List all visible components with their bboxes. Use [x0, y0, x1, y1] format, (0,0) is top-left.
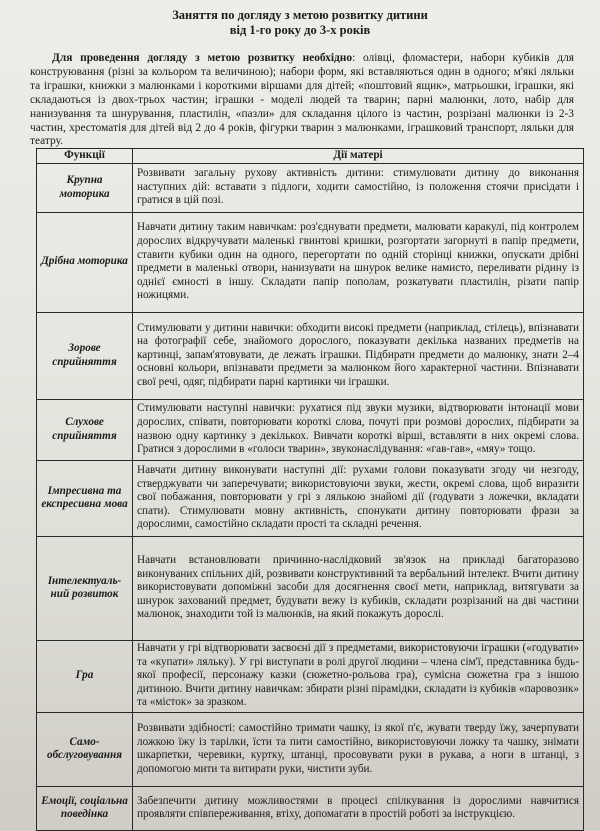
row-actions: Розвивати загальну рухову активність дитини: стимулювати дитину до виконання наступних дій: вставати з підлоги, ходити самостійно, із положення стоячи присідати і гратися в цій позі.: [133, 163, 584, 212]
table-header-row: [37, 149, 584, 164]
row-actions: Навчати у грі відтворювати засвоєні дії з предметами, використовуючи іграшки («годувати» та «купати» ляльку). У грі виступати в ролі другої людини – члена сім'ї, представника будь-якої професії, персонажу казки (сюжетно-рольова гра), сумісна сюжетна гра з іншою дитиною. Вчити дитину навичкам: збирати різні пірамідки, складати із кубиків «паровозик» та «місток» за зразком.: [133, 640, 584, 712]
header-functions: Функції: [37, 149, 133, 164]
row-actions: Розвивати здібності: самостійно тримати чашку, із якої п'є, жувати тверду їжу, зачерпувати ложкою їжу із тарілки, їсти та пити самостійно, використовуючи ложку та чашку, знімати шкарпетки, черевики, куртку, штанці, просовувати руки в рукава, а ноги в штанці, з допомогою мити та витирати руки, чистити зуби.: [133, 712, 584, 786]
table-row: [37, 640, 584, 712]
row-actions: Забезпечити дитину можливостями в процесі спілкування із дорослими навчитися проявляти співпереживання, втіху, допомагати в простій роботі за інструкцією.: [133, 786, 584, 830]
table-row: [37, 460, 584, 536]
row-function: Гра: [37, 640, 133, 712]
row-actions: Стимулювати у дитини навички: обходити високі предмети (наприклад, стілець), впізнавати на фотографії себе, знайомого дорослого, показувати декілька названих предметів на картинці, запам'ятовувати, де лежать іграшки. Підбирати предмети до малюнку, знати 2–4 основні кольори, впізнавати предмети за малюнком його характерної частини. Впізнавати свої речі, одяг, підбирати парні картинки чи іграшки.: [133, 312, 584, 399]
title-line-1: Заняття по догляду з метою розвитку дитини: [172, 8, 428, 22]
row-function: Само-обслуговування: [37, 712, 133, 786]
row-function: Зорове сприйняття: [37, 312, 133, 399]
row-function: Крупна моторика: [37, 163, 133, 212]
row-actions: Навчати встановлювати причинно-наслідковий зв'язок на прикладі багаторазово виконуваних спільних дій, розвивати конструктивний та вербальний інтелект. Вчити дитину використовувати допоміжні засоби для досягнення своєї мети, наприклад, витягувати за шнурок захований предмет, будувати вежу із кубиків, складати розрізаний на дві частини малюнок, знаходити той із малюнків, на який покажуть дорослі.: [133, 536, 584, 640]
row-function: Інтелектуаль-ний розвиток: [37, 536, 133, 640]
page-title: [30, 8, 570, 38]
development-table: [36, 148, 584, 831]
row-function: Дрібна моторика: [37, 212, 133, 312]
intro-paragraph: [30, 52, 574, 149]
row-actions: Навчати дитину виконувати наступні дії: рухами голови показувати згоду чи незгоду, стверджувати чи заперечувати; використовуючи звуки, жести, окремі слова, щоб виразити свої побажання, повторювати у грі з лялькою знайомі дії (годувати з ложечки, вкладати спати). Стимулювати мовну активність, спонукати дитину повторювати фрази за дорослими, самостійно складати прості та складні речення.: [133, 460, 584, 536]
row-actions: Стимулювати наступні навички: рухатися під звуки музики, відтворювати інтонації мови дорослих, співати, повторювати короткі слова, почуті при розмові дорослих, підбирати за назвою одну картинку з декількох. Вивчати короткі вірші, вставляти в них окремі слова. Гратися з дорослими в «голоси тварин», звуконаслідування: «гав-гав», «мяу» тощо.: [133, 399, 584, 460]
table-row: [37, 163, 584, 212]
table-row: [37, 786, 584, 830]
table-row: [37, 536, 584, 640]
table-row: [37, 399, 584, 460]
table-row: [37, 312, 584, 399]
table-row: [37, 212, 584, 312]
header-mother-actions: Дії матері: [133, 149, 584, 164]
title-line-2: від 1-го року до 3-х років: [229, 23, 371, 37]
row-function: Імпресивна та експресивна мова: [37, 460, 133, 536]
row-function: Емоції, соціальна поведінка: [37, 786, 133, 830]
intro-text: : олівці, фломастери, набори кубиків для конструювання (різні за кольором та величиною); набори форм, які вставляються один в одного; м'які ляльки та іграшки, книжки з малюнками і короткими віршами для дітей; «поштовий ящик», матрьошки, іграшки, які складаються із двох-трьох частин; іграшки - моделі людей та тварин; парні малюнки, лото, набір для нанизування та шнурування, пластилін, «пазли» для складання цілого із частин, розрізані малюнки із 2-3 частин, хрестоматія для дітей від 2 до 4 років, фігурки тварин з малюнками, іграшковий транспорт, ляльки для театру.: [30, 52, 575, 148]
intro-lead: Для проведення догляду з метою розвитку необхідно: [52, 52, 353, 64]
row-function: Слухове сприйняття: [37, 399, 133, 460]
row-actions: Навчати дитину таким навичкам: роз'єднувати предмети, малювати каракулі, під контролем дорослих відкручувати маленькі гвинтові кришки, розгортати загорнуті в папір предмети, ставити кубики один на одного, перегортати по одній сторінці книжки, опускати дрібні предмети в маленькі отвори, нанизувати на шнурок велике намисто, переливати рідину із однієї ємності в іншу. Складати папір пополам, розкатувати пластилін, різати папір ножицями.: [133, 212, 584, 312]
table-row: [37, 712, 584, 786]
